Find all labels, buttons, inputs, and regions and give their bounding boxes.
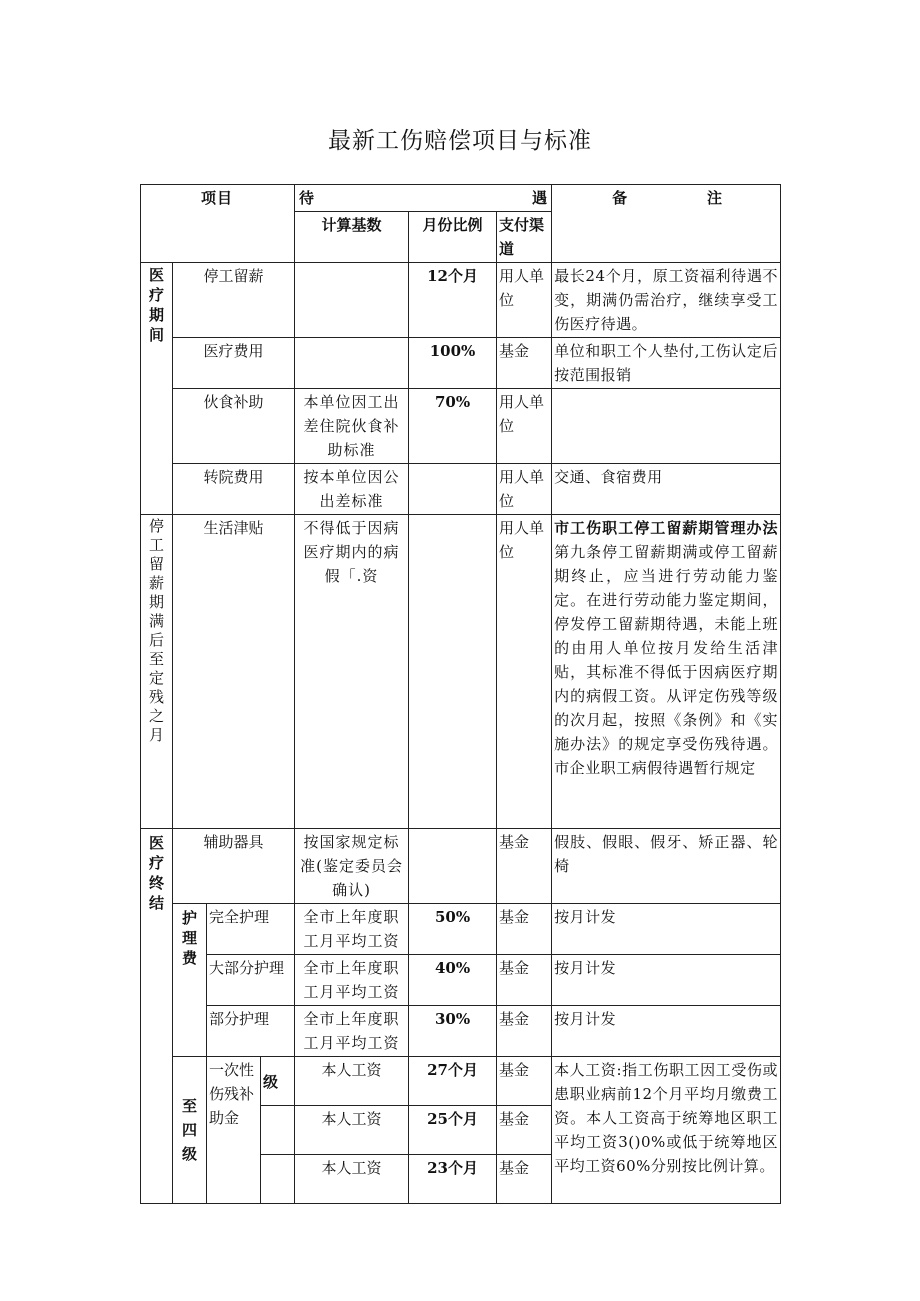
table-row [141, 1057, 781, 1106]
channel: 基金 [497, 1155, 552, 1204]
header-benefit: 待 遇 [295, 185, 552, 212]
item-name: 完全护理 [207, 904, 295, 955]
table-row [141, 904, 781, 955]
item-name: 生活津贴 [173, 515, 295, 829]
note: 按月计发 [552, 1006, 781, 1057]
item-name: 停工留薪 [173, 263, 295, 338]
note: 交通、食宿费用 [552, 464, 781, 515]
channel: 基金 [497, 904, 552, 955]
item-name: 一次性伤残补助金 [207, 1057, 261, 1204]
item-name: 部分护理 [207, 1006, 295, 1057]
section-after-leave: 停 工 留 薪 期 满 后 至 定 残 之 月 [141, 515, 173, 829]
item-name: 医疗费用 [173, 338, 295, 389]
basis: 本单位因工出差住院伙食补助标准 [295, 389, 409, 464]
channel: 用人单位 [497, 464, 552, 515]
ratio: 12个月 [409, 263, 497, 338]
channel: 基金 [497, 338, 552, 389]
ratio: 50% [409, 904, 497, 955]
item-name: 辅助器具 [173, 829, 295, 904]
table-row [141, 955, 781, 1006]
ratio: 23个月 [409, 1155, 497, 1204]
header-basis: 计算基数 [295, 212, 409, 263]
table-row [141, 515, 781, 829]
note: 单位和职工个人垫付,工伤认定后按范围报销 [552, 338, 781, 389]
level-label: 级 [261, 1057, 295, 1106]
table-row [141, 829, 781, 904]
section-nursing: 护 理 费 [173, 904, 207, 1057]
ratio: 30% [409, 1006, 497, 1057]
channel: 用人单位 [497, 515, 552, 829]
ratio: 27个月 [409, 1057, 497, 1106]
basis: 本人工资 [295, 1155, 409, 1204]
basis: 本人工资 [295, 1057, 409, 1106]
note: 市工伤职工停工留薪期管理办法第九条停工留薪期满或停工留薪期终止，应当进行劳动能力鉴定。在进行劳动能力鉴定期间，停发停工留薪期待遇，未能上班的由用人单位按月发给生活津贴，其标准不得低于因病医疗期内的病假工资。从评定伤残等级的次月起，按照《条例》和《实施办法》的规定享受伤残待遇。市企业职工病假待遇暂行规定 [552, 515, 781, 829]
ratio: 25个月 [409, 1106, 497, 1155]
note [552, 389, 781, 464]
basis: 本人工资 [295, 1106, 409, 1155]
item-name: 转院费用 [173, 464, 295, 515]
note: 本人工资:指工伤职工因工受伤或患职业病前12个月平均月缴费工资。本人工资高于统筹地区职工平均工资3()0%或低于统筹地区平均工资60%分别按比例计算。 [552, 1057, 781, 1204]
basis: 不得低于因病医疗期内的病假「.资 [295, 515, 409, 829]
basis: 全市上年度职工月平均工资 [295, 1006, 409, 1057]
channel: 用人单位 [497, 389, 552, 464]
header-ratio: 月份比例 [409, 212, 497, 263]
section-medical: 医 疗 期 间 [141, 263, 173, 515]
table-row [141, 263, 781, 338]
note: 假肢、假眼、假牙、矫正器、轮椅 [552, 829, 781, 904]
channel: 基金 [497, 955, 552, 1006]
ratio [409, 515, 497, 829]
page-title: 最新工伤赔偿项目与标准 [328, 128, 592, 154]
section-end: 医 疗 终 结 [141, 829, 173, 1204]
note: 按月计发 [552, 904, 781, 955]
ratio: 100% [409, 338, 497, 389]
channel: 基金 [497, 1106, 552, 1155]
table-row [141, 389, 781, 464]
channel: 基金 [497, 829, 552, 904]
channel: 用人单位 [497, 263, 552, 338]
ratio: 70% [409, 389, 497, 464]
table-row [141, 338, 781, 389]
header-channel: 支付渠道 [497, 212, 552, 263]
channel: 基金 [497, 1057, 552, 1106]
ratio [409, 829, 497, 904]
basis: 全市上年度职工月平均工资 [295, 904, 409, 955]
basis: 全市上年度职工月平均工资 [295, 955, 409, 1006]
ratio: 40% [409, 955, 497, 1006]
note: 最长24个月，原工资福利待遇不变，期满仍需治疗，继续享受工伤医疗待遇。 [552, 263, 781, 338]
header-note: 备 注 [552, 185, 781, 263]
section-grade: 至 四 级 [173, 1057, 207, 1204]
compensation-table [140, 184, 781, 1204]
item-name: 伙食补助 [173, 389, 295, 464]
note: 按月计发 [552, 955, 781, 1006]
table-row [141, 464, 781, 515]
item-name: 大部分护理 [207, 955, 295, 1006]
basis: 按国家规定标准(鉴定委员会确认) [295, 829, 409, 904]
channel: 基金 [497, 1006, 552, 1057]
note-regulation-title: 市工伤职工停工留薪期管理办法 [554, 519, 779, 537]
header-item: 项 目 [141, 185, 295, 263]
table-row [141, 1006, 781, 1057]
basis: 按本单位因公出差标准 [295, 464, 409, 515]
header-row [141, 185, 781, 212]
ratio [409, 464, 497, 515]
